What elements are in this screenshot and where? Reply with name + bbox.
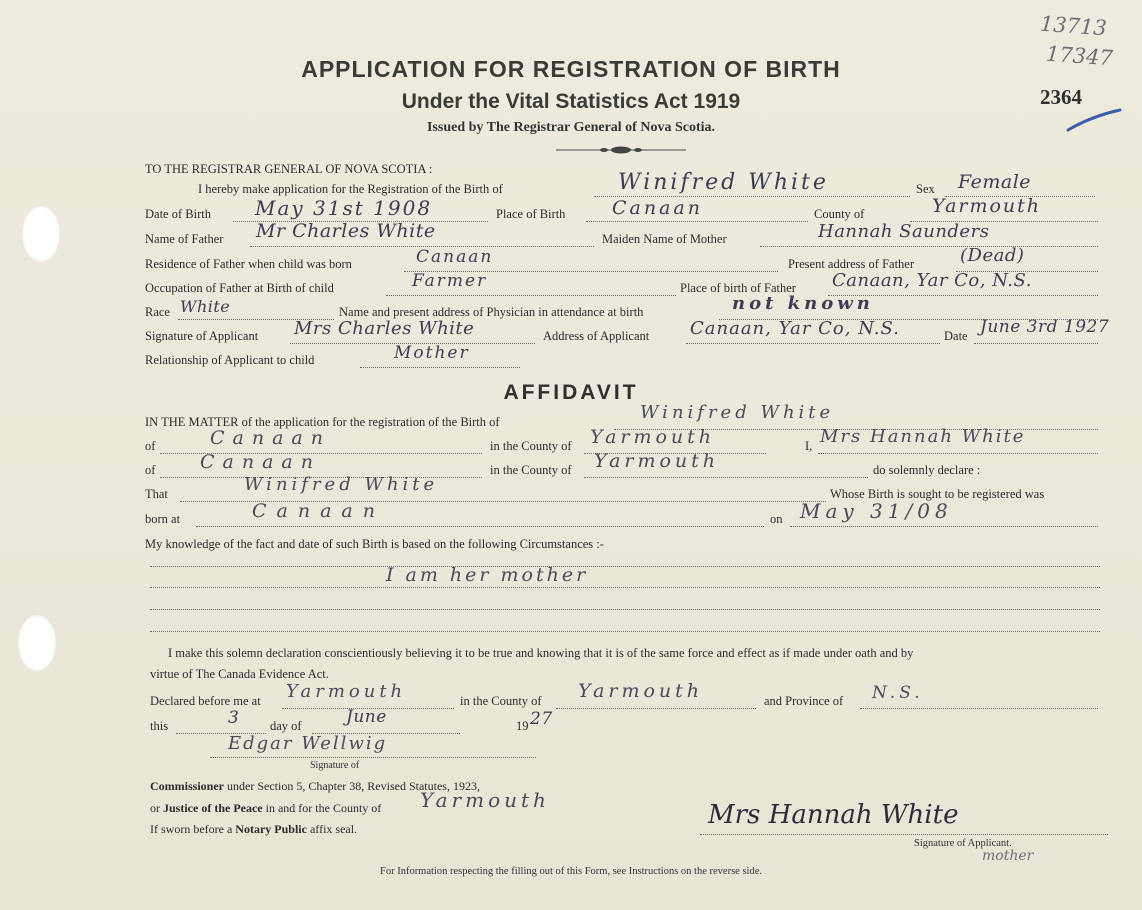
present-address-label: Present address of Father xyxy=(788,257,915,271)
declared-label: Declared before me at xyxy=(150,694,261,708)
day-value: 3 xyxy=(228,708,240,728)
mother-label: Maiden Name of Mother xyxy=(602,232,727,246)
intro-label: I hereby make application for the Registration of the Birth of xyxy=(198,182,503,196)
pob-value: Canaan xyxy=(612,197,703,219)
footer-note: For Information respecting the filling out of this Form, see Instructions on the reverse side. xyxy=(379,866,762,877)
of-value-2: Canaan xyxy=(200,451,321,473)
pencil-note: mother xyxy=(982,848,1034,864)
jp-county: Yarmouth xyxy=(420,788,550,812)
jp-line: or Justice of the Peace in and for the County of xyxy=(150,801,382,815)
father-birthplace-value: Canaan, Yar Co, N.S. xyxy=(832,270,1032,291)
relationship-value: Mother xyxy=(394,343,470,363)
county-value: Yarmouth xyxy=(932,195,1042,217)
declared-place: Yarmouth xyxy=(286,681,407,702)
applicant-address-value: Canaan, Yar Co, N.S. xyxy=(690,318,900,339)
declaration-line1: I make this solemn declaration conscientiously believing it to be true and knowing that it is of the same force and effect as if made under oath and by xyxy=(168,646,914,660)
dob-value: May 31st 1908 xyxy=(255,196,433,220)
of-label-2: of xyxy=(145,463,156,477)
declarant-name: Mrs Hannah White xyxy=(820,426,1026,447)
date-value: June 3rd 1927 xyxy=(980,317,1110,337)
signature-value: Mrs Charles White xyxy=(294,318,475,339)
issued-by: Issued by The Registrar General of Nova Scotia. xyxy=(426,120,716,135)
province-label: and Province of xyxy=(764,694,844,708)
year-value: 27 xyxy=(530,709,553,729)
sex-value: Female xyxy=(958,171,1032,193)
declared-county-label: in the County of xyxy=(460,694,542,708)
knowledge-label: My knowledge of the fact and date of such Birth is based on the following Circumstances :- xyxy=(145,537,604,551)
that-label: That xyxy=(145,487,168,501)
occupation-value: Farmer xyxy=(412,271,488,291)
relationship-label: Relationship of Applicant to child xyxy=(145,353,315,367)
present-address-value: (Dead) xyxy=(960,245,1025,266)
of-value-1: Canaan xyxy=(210,427,331,449)
affidavit-heading: AFFIDAVIT xyxy=(503,381,639,404)
form-number: 2364 xyxy=(1040,85,1082,109)
residence-label: Residence of Father when child was born xyxy=(145,257,352,271)
ornament-divider xyxy=(556,143,686,157)
signature-of-label: Signature of xyxy=(310,760,360,771)
date-label: Date xyxy=(944,329,968,343)
father-value: Mr Charles White xyxy=(256,220,436,242)
child-name: Winifred White xyxy=(618,170,829,195)
father-label: Name of Father xyxy=(145,232,224,246)
on-value: May 31/08 xyxy=(800,499,953,523)
i-label: I, xyxy=(805,439,813,453)
margin-note-1: 13713 xyxy=(1039,11,1108,41)
declaration-line2: virtue of The Canada Evidence Act. xyxy=(150,667,329,681)
mother-value: Hannah Saunders xyxy=(818,221,990,242)
physician-label: Name and present address of Physician in attendance at birth xyxy=(339,305,644,319)
declare-label: do solemnly declare : xyxy=(873,463,981,477)
born-at-value: Canaan xyxy=(252,500,385,522)
commissioner-signature: Edgar Wellwig xyxy=(228,733,388,754)
pob-label: Place of Birth xyxy=(496,207,566,221)
province-value: N.S. xyxy=(872,683,924,703)
dob-label: Date of Birth xyxy=(145,207,211,221)
punch-hole-bottom xyxy=(17,614,57,672)
occupation-label: Occupation of Father at Birth of child xyxy=(145,281,334,295)
this-label: this xyxy=(150,719,169,733)
race-label: Race xyxy=(145,305,170,319)
notary-line: If sworn before a Notary Public affix seal. xyxy=(150,822,358,836)
county-value-2: Yarmouth xyxy=(594,450,720,472)
in-county-label-1: in the County of xyxy=(490,439,572,453)
matter-label: IN THE MATTER of the application for the registration of the Birth of xyxy=(145,415,500,429)
born-at-label: born at xyxy=(145,512,181,526)
physician-value: not known xyxy=(732,293,874,314)
county-label: County of xyxy=(814,207,865,221)
applicant-address-label: Address of Applicant xyxy=(543,329,650,343)
commissioner-line: Commissioner under Section 5, Chapter 38, Revised Statutes, 1923, xyxy=(150,779,480,793)
margin-note-2: 17347 xyxy=(1045,41,1114,71)
circumstance-value: I am her mother xyxy=(386,564,589,586)
county-value-1: Yarmouth xyxy=(590,426,716,448)
residence-value: Canaan xyxy=(416,247,494,267)
applicant-signature-label: Signature of Applicant. xyxy=(914,838,1012,849)
in-county-label-2: in the County of xyxy=(490,463,572,477)
month-value: June xyxy=(346,707,387,727)
year-prefix: 19 xyxy=(516,719,529,733)
whose-birth-label: Whose Birth is sought to be registered was xyxy=(830,487,1045,501)
day-of-label: day of xyxy=(270,719,302,733)
of-label-1: of xyxy=(145,439,156,453)
applicant-signature: Mrs Hannah White xyxy=(708,800,959,830)
declared-county: Yarmouth xyxy=(578,680,704,702)
sex-label: Sex xyxy=(916,182,935,196)
form-title: APPLICATION FOR REGISTRATION OF BIRTH xyxy=(301,56,841,82)
race-value: White xyxy=(180,297,231,316)
matter-name: Winifred White xyxy=(640,402,835,423)
that-value: Winifred White xyxy=(244,474,439,495)
father-birthplace-label: Place of birth of Father xyxy=(680,281,796,295)
to-registrar: TO THE REGISTRAR GENERAL OF NOVA SCOTIA : xyxy=(145,162,433,176)
punch-hole-top xyxy=(21,205,61,263)
form-subtitle: Under the Vital Statistics Act 1919 xyxy=(401,90,741,113)
signature-label: Signature of Applicant xyxy=(145,329,259,343)
on-label: on xyxy=(770,512,783,526)
